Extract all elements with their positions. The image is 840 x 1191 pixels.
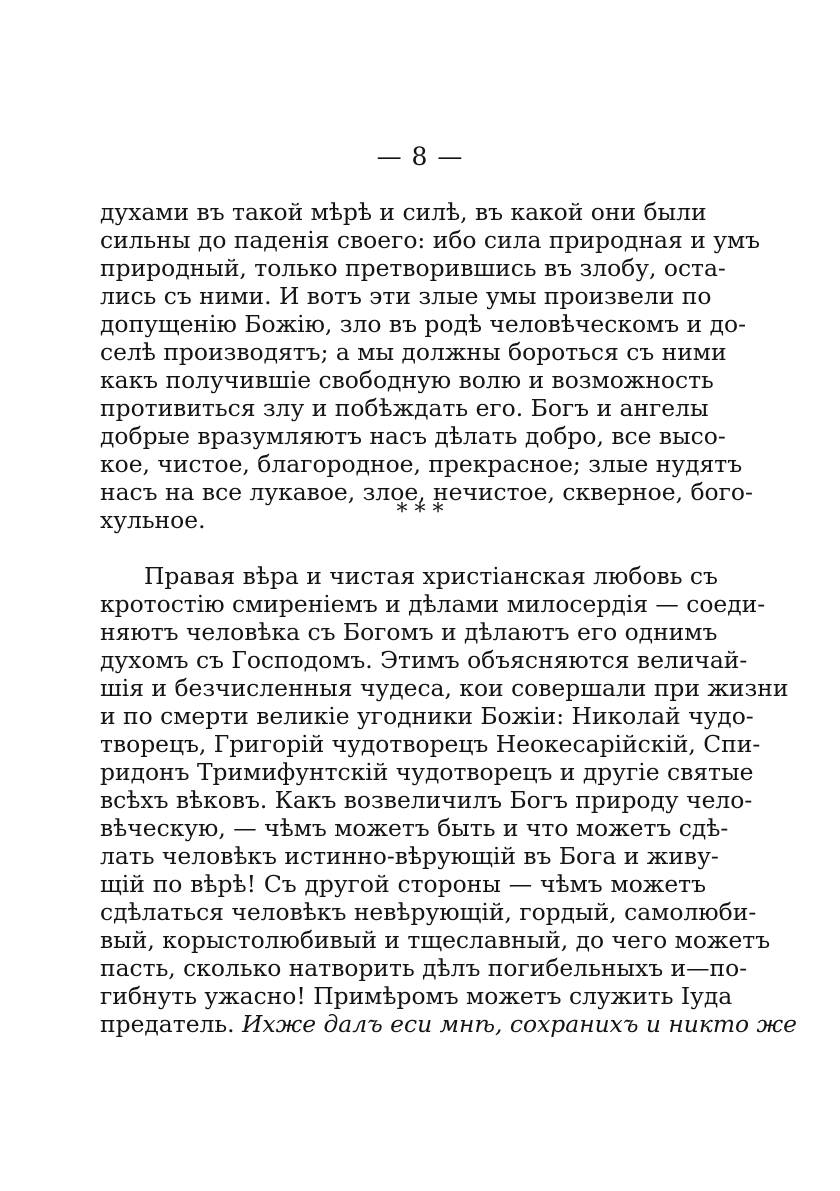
paragraph-1 (100, 198, 761, 534)
text-line: всѣхъ вѣковъ. Какъ возвеличилъ Богъ природу чело- (100, 786, 753, 814)
text-line: щій по вѣрѣ! Съ другой стороны — чѣмъ можетъ (100, 870, 706, 898)
text-line: пасть, сколько натворить дѣлъ погибельныхъ и—по- (100, 954, 748, 982)
text-line: гибнуть ужасно! Примѣромъ можетъ служить Іуда (100, 982, 733, 1010)
text-line: допущенію Божію, зло въ родѣ человѣческомъ и до- (100, 310, 746, 338)
text-line: сильны до паденія своего: ибо сила природная и умъ (100, 226, 761, 254)
text-line: няютъ человѣка съ Богомъ и дѣлаютъ его однимъ (100, 618, 718, 646)
text-line-final (100, 1010, 797, 1038)
text-line: вый, корыстолюбивый и тщеславный, до чего можетъ (100, 926, 771, 954)
text-line: творецъ, Григорій чудотворецъ Неокесарійскій, Спи- (100, 730, 761, 758)
text-line: шія и безчисленныя чудеса, кои совершали при жизни (100, 674, 789, 702)
text-line: Правая вѣра и чистая христіанская любовь съ (144, 562, 718, 590)
text-line: ридонъ Тримифунтскій чудотворецъ и другіе святые (100, 758, 754, 786)
page-number: — 8 — (376, 142, 464, 171)
text-line: противиться злу и побѣждать его. Богъ и ангелы (100, 394, 709, 422)
text-regular: предатель. (100, 1010, 235, 1038)
text-line: насъ на все лукавое, злое, нечистое, скверное, бого- (100, 478, 753, 506)
text-line: селѣ производятъ; а мы должны бороться съ ними (100, 338, 727, 366)
asterism-divider: * * * (396, 500, 444, 525)
paragraph-2 (100, 562, 797, 1038)
text-line: кротостію смиреніемъ и дѣлами милосердія — соеди- (100, 590, 766, 618)
text-line: и по смерти великіе угодники Божіи: Николай чудо- (100, 702, 754, 730)
text-line: хульное. (100, 506, 206, 534)
text-line: лись съ ними. И вотъ эти злые умы произвели по (100, 282, 712, 310)
text-line: природный, только претворившись въ злобу, оста- (100, 254, 726, 282)
text-line: лать человѣкъ истинно-вѣрующій въ Бога и живу- (100, 842, 719, 870)
text-line: добрые вразумляютъ насъ дѣлать добро, все высо- (100, 422, 726, 450)
text-line: сдѣлаться человѣкъ невѣрующій, гордый, самолюби- (100, 898, 757, 926)
text-line: вѣческую, — чѣмъ можетъ быть и что можетъ сдѣ- (100, 814, 729, 842)
text-italic-quote: Ихже далъ еси мнѣ, сохранихъ и никто же (242, 1010, 797, 1038)
text-line: духами въ такой мѣрѣ и силѣ, въ какой они были (100, 198, 707, 226)
text-line: кое, чистое, благородное, прекрасное; злые нудятъ (100, 450, 743, 478)
text-line: какъ получившіе свободную волю и возможность (100, 366, 714, 394)
text-line: духомъ съ Господомъ. Этимъ объясняются величай- (100, 646, 748, 674)
